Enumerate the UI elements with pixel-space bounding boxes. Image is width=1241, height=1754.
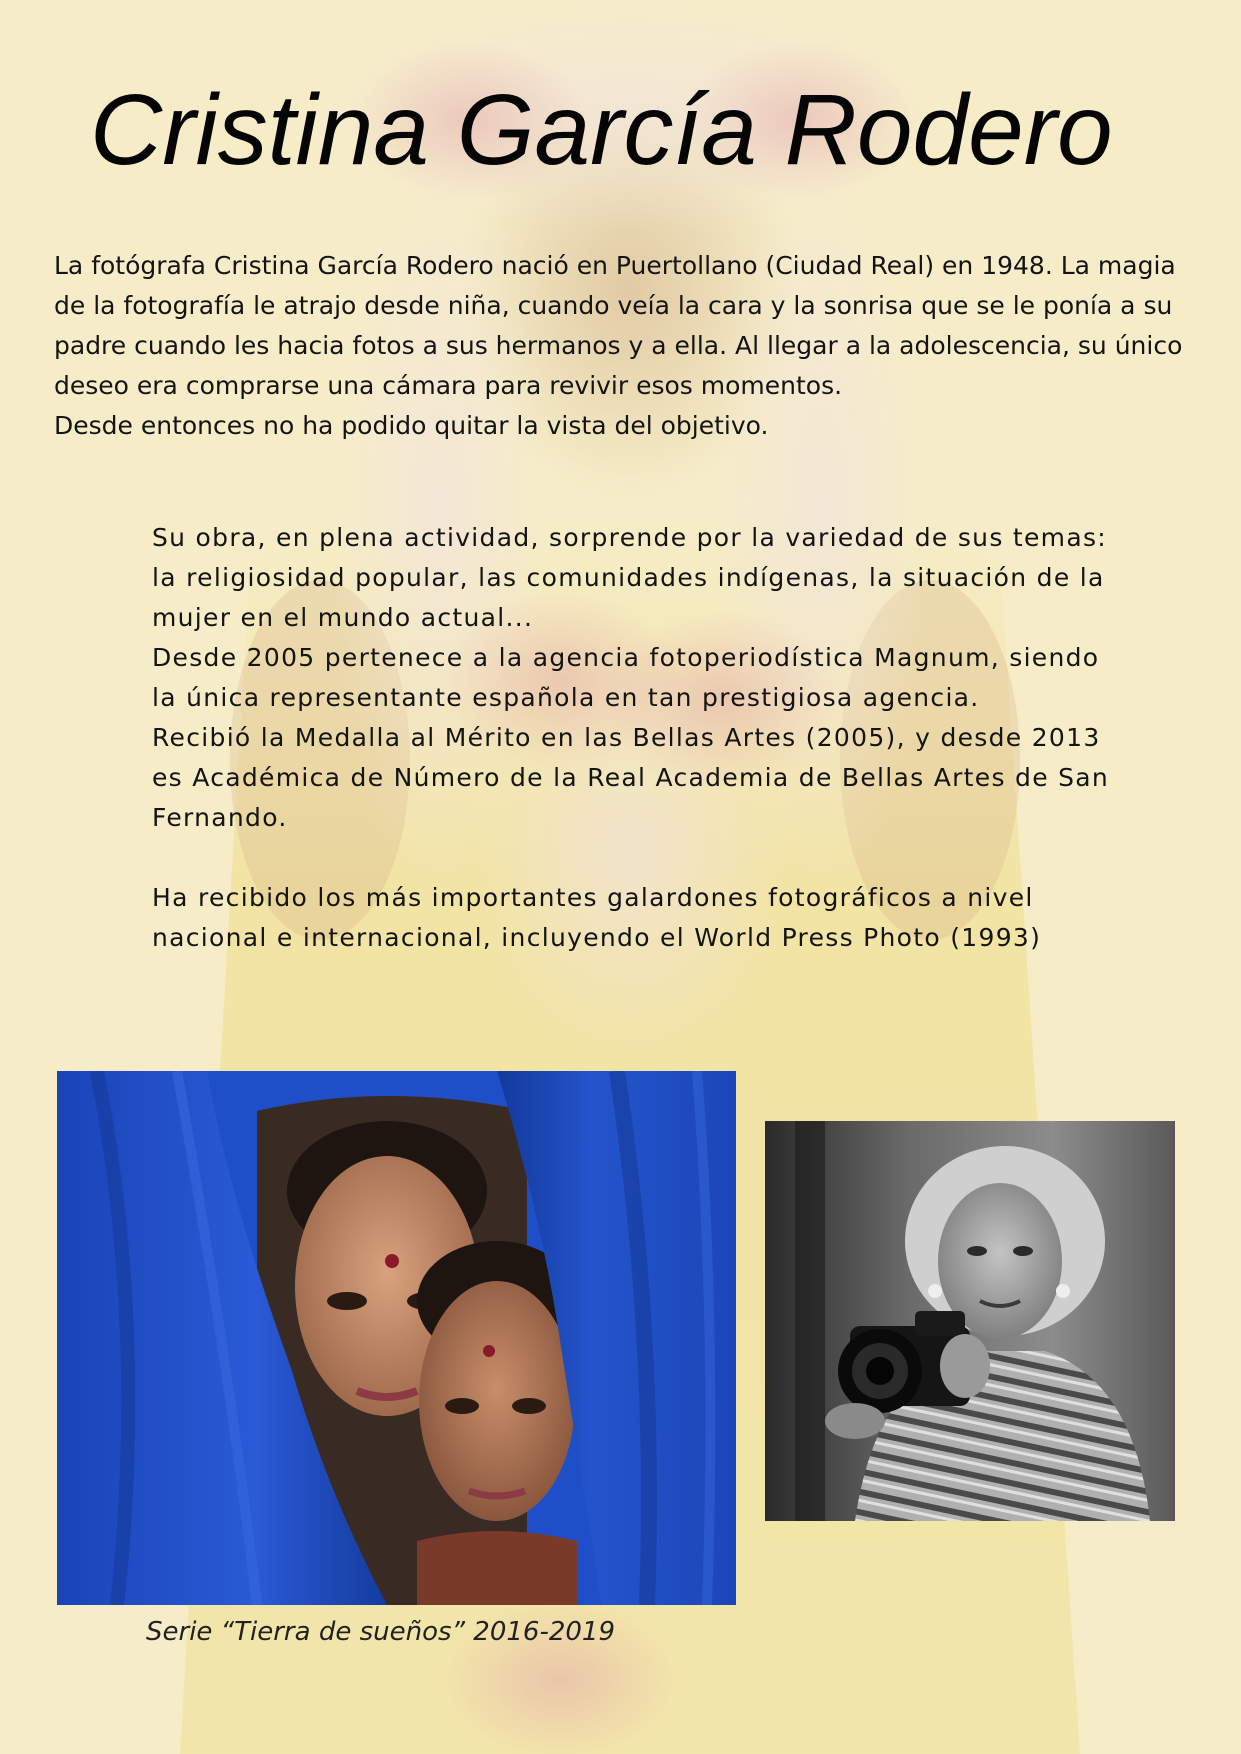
biography-paragraph: Su obra, en plena actividad, sorprende por la variedad de sus temas: la religiosidad popular, las comunidades indígenas, la situación de la mujer en el mundo actual...	[152, 523, 1107, 632]
intro-paragraph: Desde entonces no ha podido quitar la vista del objetivo.	[54, 411, 769, 440]
paragraph-spacer	[152, 838, 1112, 878]
intro-text	[54, 246, 1184, 446]
biography-paragraph: Ha recibido los más importantes galardones fotográficos a nivel nacional e internacional, incluyendo el World Press Photo (1993)	[152, 883, 1042, 952]
biography-text	[152, 518, 1112, 958]
biography-paragraph: Desde 2005 pertenece a la agencia fotoperiodística Magnum, siendo la única representante española en tan prestigiosa agencia.	[152, 643, 1100, 712]
intro-paragraph: La fotógrafa Cristina García Rodero nació en Puertollano (Ciudad Real) en 1948. La magia de la fotografía le atrajo desde niña, cuando veía la cara y la sonrisa que se le ponía a su padre cuando les hacia fotos a sus hermanos y a ella. Al llegar a la adolescencia, su único deseo era comprarse una cámara para revivir esos momentos.	[54, 251, 1183, 400]
page-title: Cristina García Rodero	[90, 74, 1113, 186]
biography-paragraph: Recibió la Medalla al Mérito en las Bellas Artes (2005), y desde 2013 es Académica de Número de la Real Academia de Bellas Artes de San Fernando.	[152, 723, 1110, 832]
photo-caption: Serie “Tierra de sueños” 2016-2019	[146, 1617, 615, 1647]
portrait-photo	[765, 1121, 1175, 1521]
series-photo	[57, 1071, 736, 1605]
